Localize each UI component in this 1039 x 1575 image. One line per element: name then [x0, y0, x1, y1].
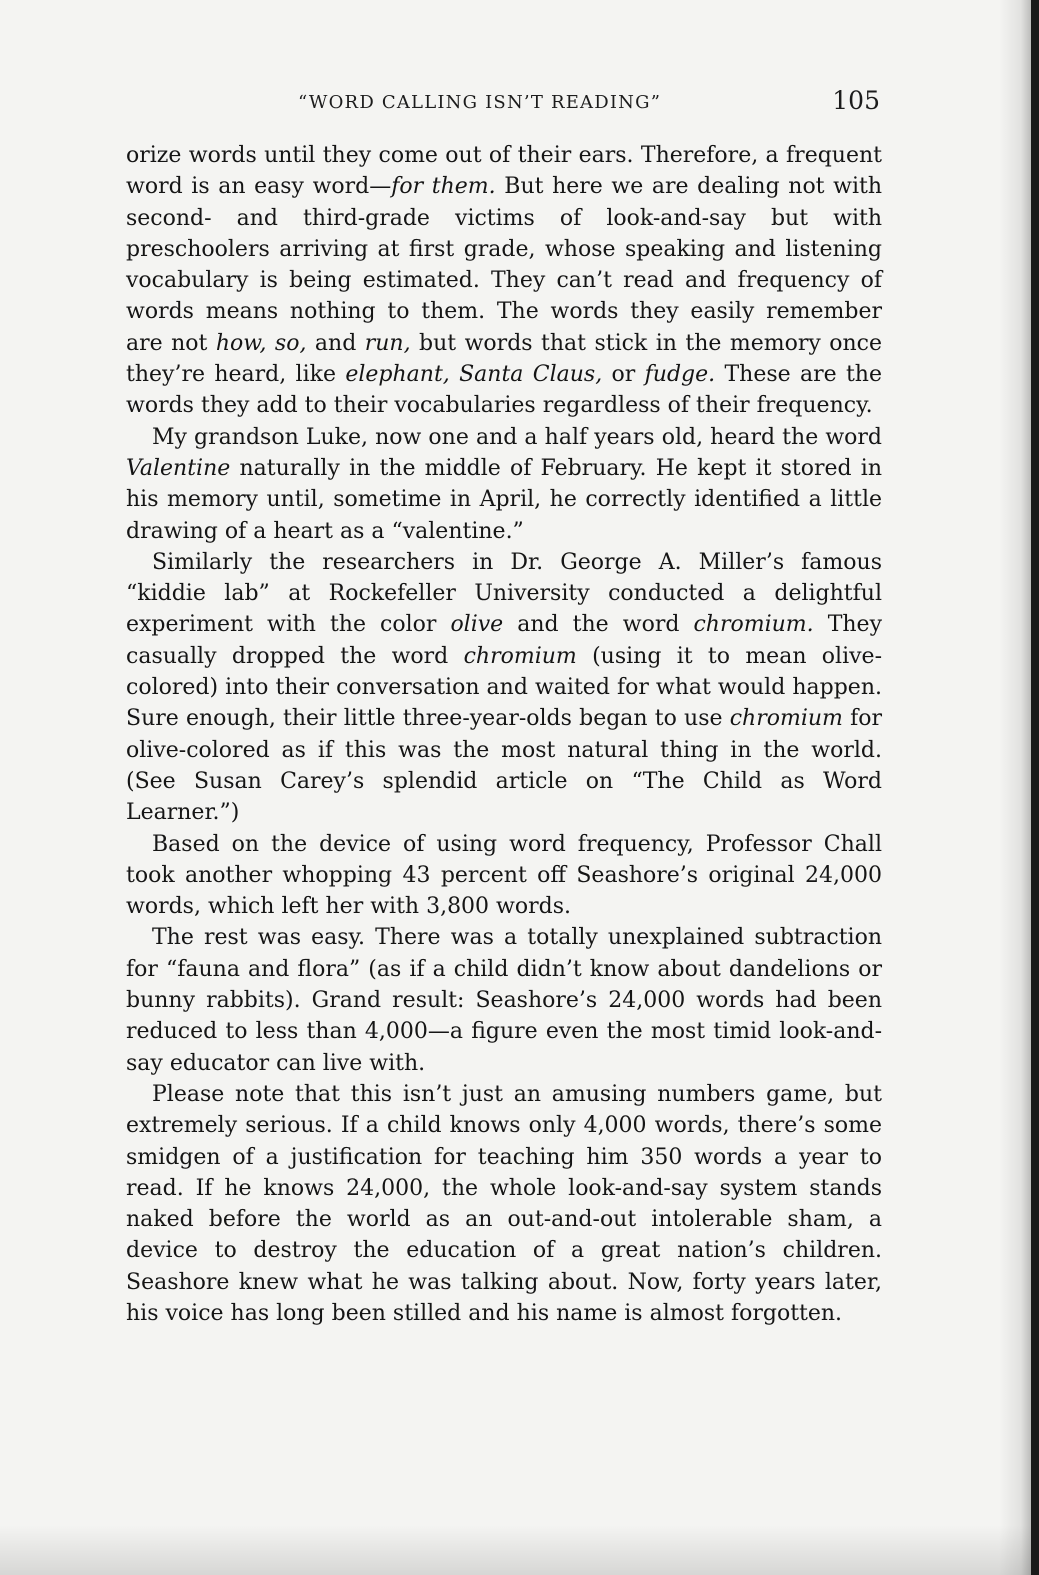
page-bottom-shadow — [0, 1525, 1039, 1575]
paragraph-6 — [126, 1079, 882, 1329]
italic-text: run, — [364, 330, 411, 356]
text-run: and — [306, 330, 365, 356]
paragraph-2 — [126, 422, 882, 547]
italic-text: Valentine — [126, 455, 231, 481]
book-binding-edge — [1031, 0, 1039, 1575]
running-title: “WORD CALLING ISN’T READING” — [298, 92, 662, 113]
text-run: but words that stick in the memory once they’re heard, like — [126, 330, 882, 388]
italic-text: fudge. — [644, 362, 716, 388]
text-run: Similarly the researchers in Dr. George A. Miller’s famous “kiddie lab” at Rockefeller University conducted a delightful experiment with the color — [126, 549, 882, 638]
italic-text: for them. — [391, 174, 496, 200]
text-run: These are the words they add to their vocabularies regardless of their frequency. — [126, 362, 883, 419]
text-run: Based on the device of using word frequency, Professor Chall took another whopping 43 percent off Seashore’s original 24,000 words, which left her with 3,800 words. — [126, 831, 882, 920]
italic-text: elephant, Santa Claus, — [345, 362, 603, 388]
italic-text: chromium — [729, 706, 843, 732]
text-run: They casually dropped the word — [126, 612, 882, 669]
text-run: orize words until they come out of their ears. Therefore, a frequent word is an easy word— — [126, 143, 882, 200]
italic-text: how, so, — [215, 330, 307, 356]
text-run: for olive-colored as if this was the most natural thing in the world. (See Susan Carey’s splendid article on “The Child as Word Learner.”) — [126, 706, 882, 826]
text-run: The rest was easy. There was a totally unexplained subtraction for “fauna and flora” (as if a child didn’t know about dandelions or bunny rabbits). Grand result: Seashore’s 24,000 words had been reduced to less than 4,000—a figure even the most timid look-and-say educator can live with. — [126, 925, 882, 1076]
paragraph-4 — [126, 829, 882, 923]
page-number: 105 — [832, 86, 880, 115]
italic-text: chromium — [463, 643, 577, 669]
paragraph-1 — [126, 140, 882, 422]
paragraph-3 — [126, 547, 882, 829]
text-run: naturally in the middle of February. He kept it stored in his memory until, sometime in April, he correctly identified a little drawing of a heart as a “valentine.” — [126, 455, 882, 544]
italic-text: chromium. — [693, 612, 814, 638]
text-run: My grandson Luke, now one and a half years old, heard the word — [152, 424, 882, 450]
paragraph-5 — [126, 922, 882, 1078]
text-run: or — [602, 362, 645, 388]
text-run: But here we are dealing not with second- and third-grade victims of look-and-say but with preschoolers arriving at first grade, whose speaking and listening vocabulary is being estimated. They can’t read and frequency of words means nothing to them. The words they easily remember are not — [126, 174, 883, 356]
text-run: (using it to mean olive-colored) into their conversation and waited for what would happen. Sure enough, their little three-year-olds began to use — [126, 643, 883, 732]
body-text — [126, 140, 882, 1329]
text-run: and the word — [503, 612, 694, 638]
text-run: Please note that this isn’t just an amusing numbers game, but extremely serious. If a child knows only 4,000 words, there’s some smidgen of a justification for teaching him 350 words a year to read. If he knows 24,000, the whole look-and-say system stands naked before the world as an out-and-out intolerable sham, a device to destroy the education of a great nation’s children. Seashore knew what he was talking about. Now, forty years later, his voice has long been stilled and his name is almost forgotten. — [126, 1081, 882, 1326]
italic-text: olive — [450, 612, 504, 638]
running-header — [130, 86, 880, 120]
